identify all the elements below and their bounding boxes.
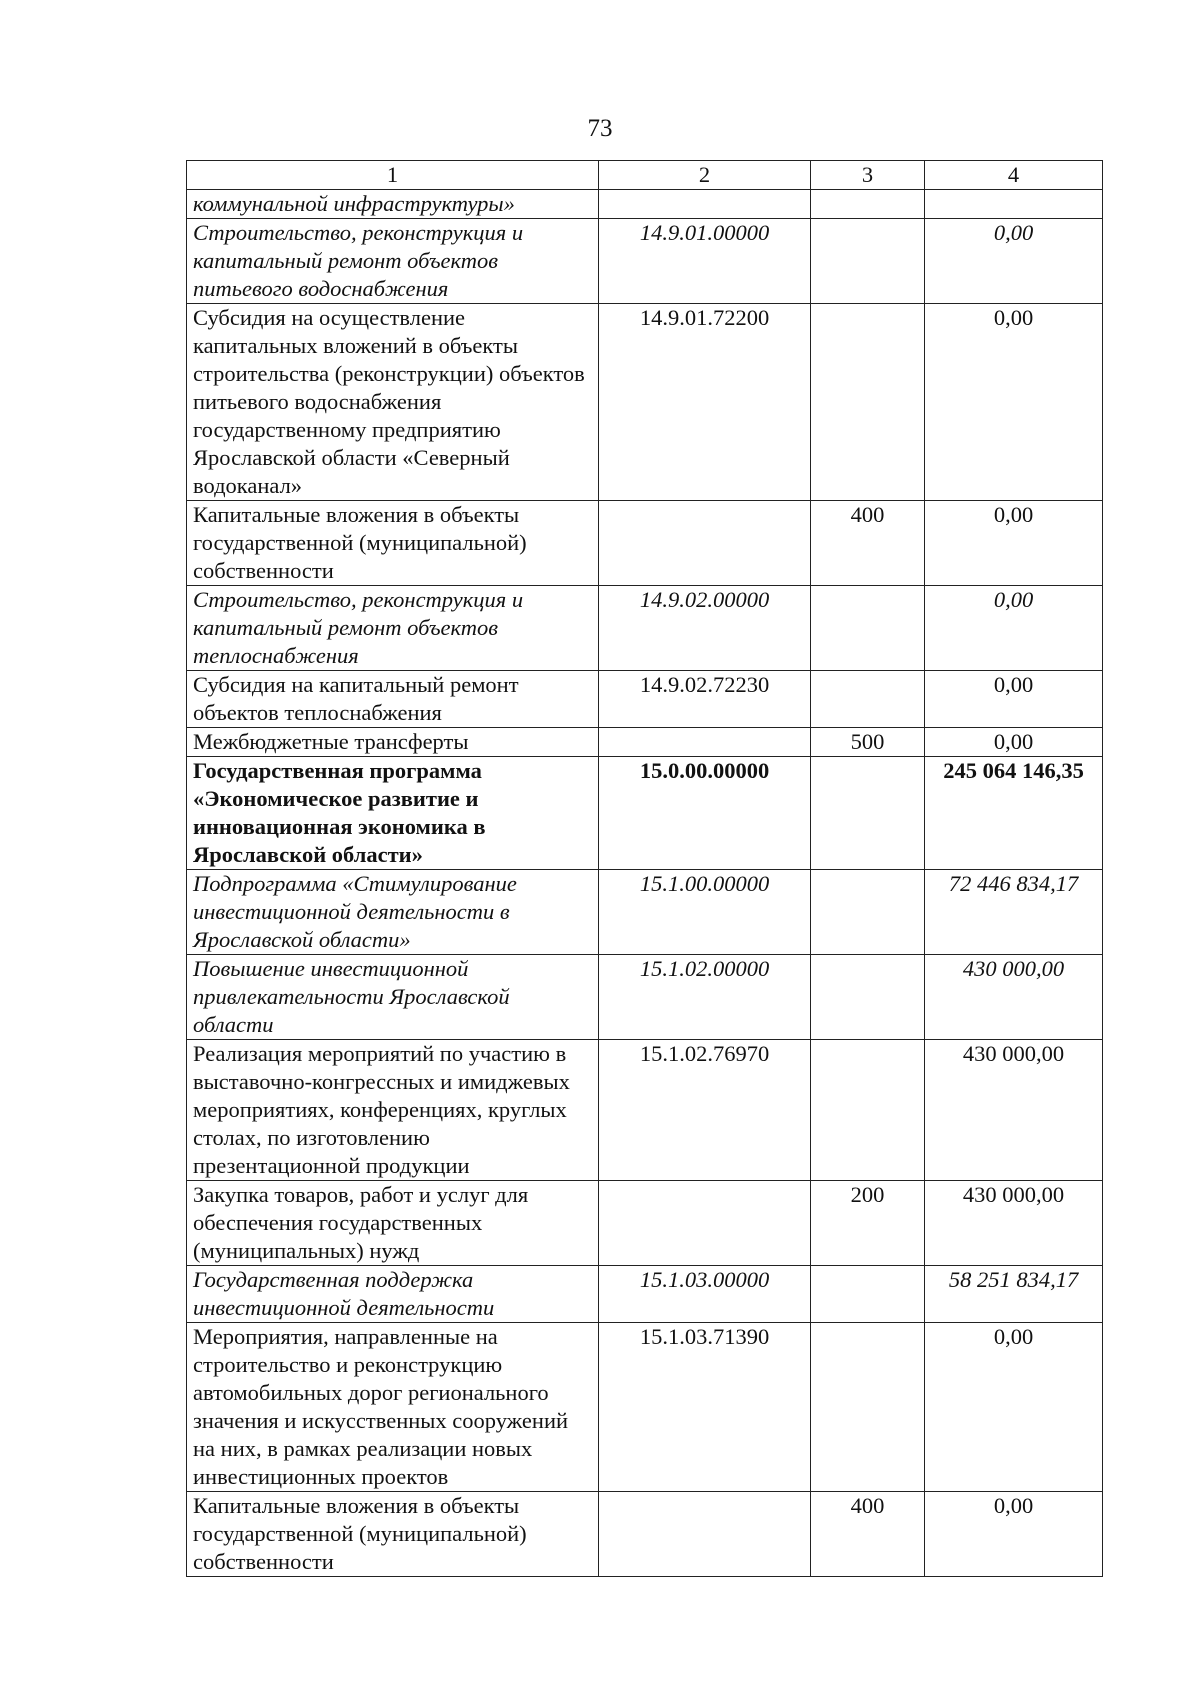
table-row: [187, 728, 1103, 757]
budget-table: [186, 160, 1103, 1577]
table-row: [187, 955, 1103, 1040]
row-amount-cell: 430 000,00: [925, 1040, 1103, 1181]
row-code-cell: 15.1.03.00000: [599, 1266, 811, 1323]
header-col-3: 3: [811, 161, 925, 190]
row-name-cell: Межбюджетные трансферты: [187, 728, 599, 757]
row-code-cell: 14.9.01.00000: [599, 219, 811, 304]
row-amount-cell: 0,00: [925, 1323, 1103, 1492]
row-type-cell: [811, 1323, 925, 1492]
row-type-cell: 400: [811, 1492, 925, 1577]
row-type-cell: [811, 586, 925, 671]
table-row: [187, 586, 1103, 671]
header-col-2: 2: [599, 161, 811, 190]
header-col-1: 1: [187, 161, 599, 190]
row-amount-cell: 0,00: [925, 501, 1103, 586]
row-type-cell: 400: [811, 501, 925, 586]
table-row: [187, 304, 1103, 501]
row-code-cell: 14.9.02.72230: [599, 671, 811, 728]
row-amount-cell: 0,00: [925, 219, 1103, 304]
row-code-cell: 15.1.02.76970: [599, 1040, 811, 1181]
row-name-cell: Повышение инвестиционной привлекательности Ярославской области: [187, 955, 599, 1040]
row-code-cell: [599, 501, 811, 586]
row-amount-cell: 0,00: [925, 671, 1103, 728]
row-type-cell: 200: [811, 1181, 925, 1266]
table-row: [187, 757, 1103, 870]
row-amount-cell: 245 064 146,35: [925, 757, 1103, 870]
row-name-cell: Подпрограмма «Стимулирование инвестиционной деятельности в Ярославской области»: [187, 870, 599, 955]
row-code-cell: [599, 1181, 811, 1266]
table-row: [187, 1323, 1103, 1492]
table-row: [187, 219, 1103, 304]
row-type-cell: 500: [811, 728, 925, 757]
row-name-cell: Закупка товаров, работ и услуг для обеспечения государственных (муниципальных) нужд: [187, 1181, 599, 1266]
row-type-cell: [811, 304, 925, 501]
row-code-cell: 15.0.00.00000: [599, 757, 811, 870]
page-number: 73: [587, 115, 613, 142]
row-amount-cell: 430 000,00: [925, 1181, 1103, 1266]
row-amount-cell: 72 446 834,17: [925, 870, 1103, 955]
table-row: [187, 1040, 1103, 1181]
row-name-cell: Субсидия на осуществление капитальных вложений в объекты строительства (реконструкции) объектов питьевого водоснабжения государственному предприятию Ярославской области «Северный водоканал»: [187, 304, 599, 501]
table-row: [187, 190, 1103, 219]
row-code-cell: 15.1.00.00000: [599, 870, 811, 955]
header-col-4: 4: [925, 161, 1103, 190]
row-type-cell: [811, 1266, 925, 1323]
row-name-cell: Государственная программа «Экономическое развитие и инновационная экономика в Ярославской области»: [187, 757, 599, 870]
row-amount-cell: 430 000,00: [925, 955, 1103, 1040]
row-code-cell: 15.1.03.71390: [599, 1323, 811, 1492]
row-amount-cell: [925, 190, 1103, 219]
row-code-cell: [599, 728, 811, 757]
row-amount-cell: 0,00: [925, 304, 1103, 501]
row-amount-cell: 0,00: [925, 728, 1103, 757]
table-row: [187, 1266, 1103, 1323]
table-row: [187, 501, 1103, 586]
row-code-cell: 14.9.01.72200: [599, 304, 811, 501]
row-type-cell: [811, 671, 925, 728]
row-code-cell: [599, 190, 811, 219]
row-name-cell: Субсидия на капитальный ремонт объектов теплоснабжения: [187, 671, 599, 728]
row-name-cell: Строительство, реконструкция и капитальный ремонт объектов питьевого водоснабжения: [187, 219, 599, 304]
row-name-cell: Строительство, реконструкция и капитальный ремонт объектов теплоснабжения: [187, 586, 599, 671]
row-code-cell: [599, 1492, 811, 1577]
row-name-cell: Мероприятия, направленные на строительство и реконструкцию автомобильных дорог регионального значения и искусственных сооружений на них, в рамках реализации новых инвестиционных проектов: [187, 1323, 599, 1492]
table-header-row: [187, 161, 1103, 190]
table-row: [187, 671, 1103, 728]
row-name-cell: Государственная поддержка инвестиционной деятельности: [187, 1266, 599, 1323]
table-row: [187, 1181, 1103, 1266]
row-code-cell: 14.9.02.00000: [599, 586, 811, 671]
row-name-cell: Реализация мероприятий по участию в выставочно-конгрессных и имиджевых мероприятиях, конференциях, круглых столах, по изготовлению презентационной продукции: [187, 1040, 599, 1181]
row-type-cell: [811, 870, 925, 955]
row-type-cell: [811, 757, 925, 870]
row-type-cell: [811, 1040, 925, 1181]
row-type-cell: [811, 190, 925, 219]
row-amount-cell: 0,00: [925, 1492, 1103, 1577]
row-type-cell: [811, 955, 925, 1040]
row-name-cell: Капитальные вложения в объекты государственной (муниципальной) собственности: [187, 501, 599, 586]
table-row: [187, 1492, 1103, 1577]
row-type-cell: [811, 219, 925, 304]
row-code-cell: 15.1.02.00000: [599, 955, 811, 1040]
row-name-cell: Капитальные вложения в объекты государственной (муниципальной) собственности: [187, 1492, 599, 1577]
row-amount-cell: 58 251 834,17: [925, 1266, 1103, 1323]
row-amount-cell: 0,00: [925, 586, 1103, 671]
row-name-cell: коммунальной инфраструктуры»: [187, 190, 599, 219]
budget-table-body: [187, 161, 1103, 1577]
table-row: [187, 870, 1103, 955]
